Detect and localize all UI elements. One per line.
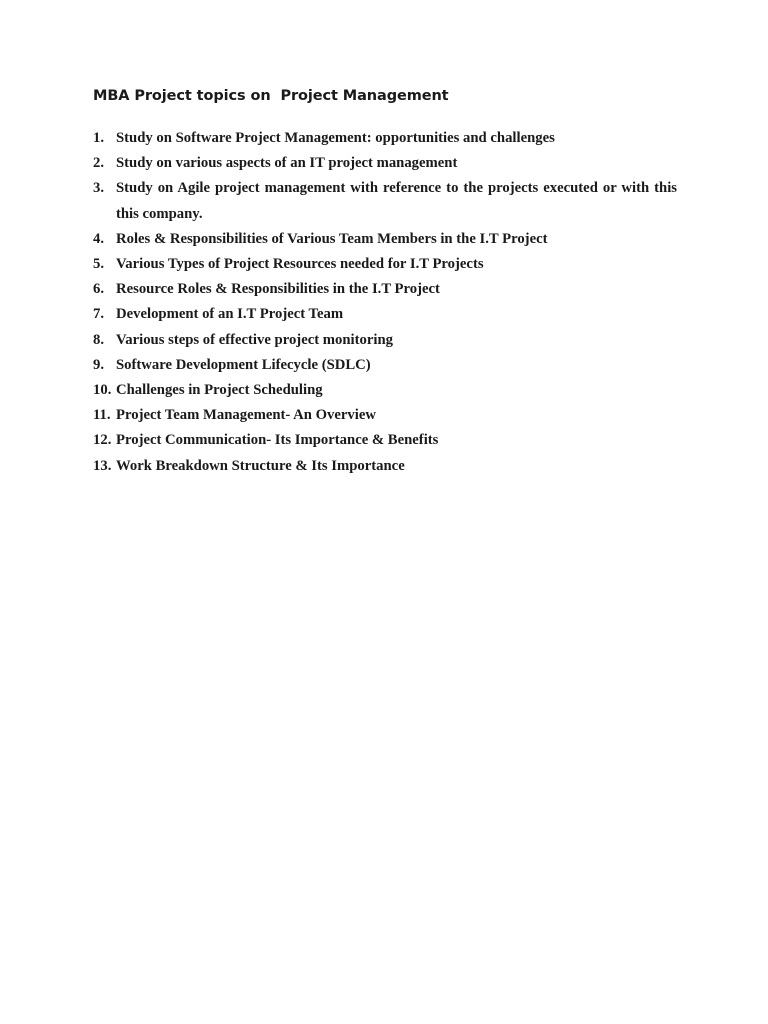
topic-text: Software Development Lifecycle (SDLC) [116, 356, 371, 373]
topic-number: 12. [93, 432, 112, 449]
document-title: MBA Project topics on Project Management [93, 88, 449, 104]
topic-text: Development of an I.T Project Team [116, 306, 344, 323]
topic-item-2 [93, 151, 677, 176]
topic-item-3 [93, 176, 677, 226]
topic-text: Challenges in Project Scheduling [116, 382, 323, 399]
topic-text: Various Types of Project Resources needed for I.T Projects [116, 256, 484, 273]
topic-text: Study on Agile project management with reference to the projects executed or with this this company. [116, 180, 677, 222]
topic-item-12 [93, 428, 677, 453]
topic-item-8 [93, 328, 677, 353]
topic-number: 6. [93, 281, 105, 298]
topic-number: 9. [93, 356, 105, 373]
topic-number: 8. [93, 331, 105, 348]
topic-item-5 [93, 252, 677, 277]
topic-number: 2. [93, 155, 105, 172]
topic-number: 11. [93, 407, 111, 424]
topic-item-11 [93, 403, 677, 428]
topic-number: 3. [93, 180, 105, 197]
topic-list [93, 126, 677, 479]
topic-number: 7. [93, 306, 105, 323]
topic-item-4 [93, 227, 677, 252]
topic-item-10 [93, 378, 677, 403]
topic-item-13 [93, 454, 677, 479]
topic-text: Resource Roles & Responsibilities in the I.T Project [116, 281, 440, 298]
topic-text: Work Breakdown Structure & Its Importance [116, 457, 405, 474]
topic-item-1 [93, 126, 677, 151]
topic-item-7 [93, 302, 677, 327]
topic-text: Roles & Responsibilities of Various Team Members in the I.T Project [116, 230, 548, 247]
topic-number: 13. [93, 457, 112, 474]
topic-text: Various steps of effective project monitoring [116, 331, 393, 348]
topic-item-6 [93, 277, 677, 302]
topic-text: Project Communication- Its Importance & Benefits [116, 432, 439, 449]
topic-text: Project Team Management- An Overview [116, 407, 376, 424]
topic-number: 4. [93, 230, 105, 247]
topic-item-9 [93, 353, 677, 378]
topic-text: Study on Software Project Management: opportunities and challenges [116, 130, 555, 146]
topic-number: 1. [93, 130, 105, 146]
topic-text: Study on various aspects of an IT project management [116, 155, 458, 172]
topic-number: 5. [93, 256, 105, 273]
topic-number: 10. [93, 382, 112, 399]
